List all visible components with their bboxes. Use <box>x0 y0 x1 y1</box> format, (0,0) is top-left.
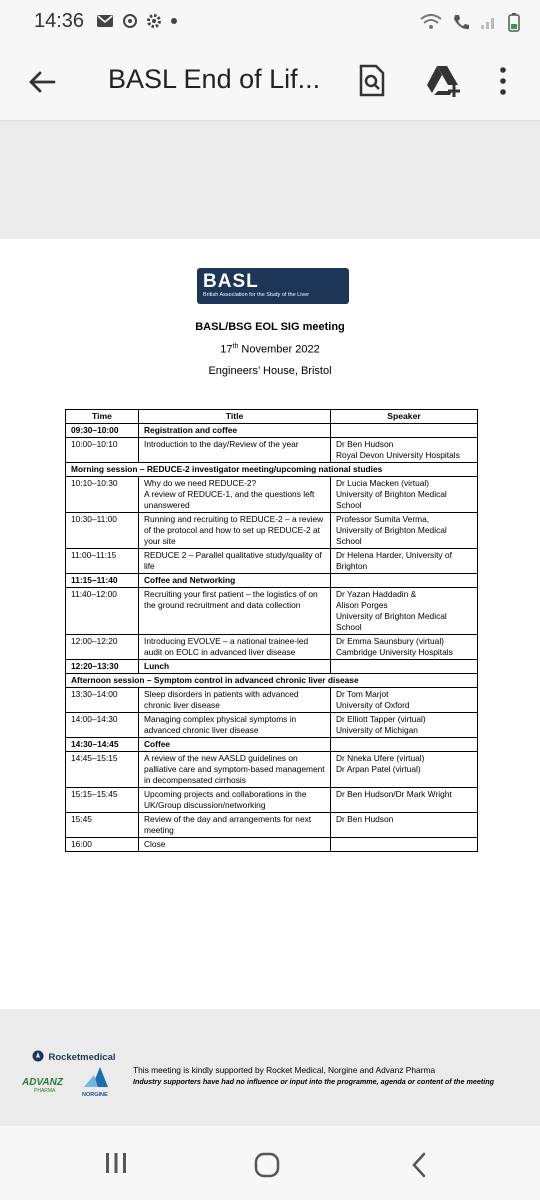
rocket-medical-text: Rocketmedical <box>48 1052 116 1063</box>
cell-speaker: Dr Yazan Haddadin & Alison Porges University of Brighton Medical School <box>331 588 478 635</box>
cell-time: 10:00–10:10 <box>66 438 139 463</box>
cell-speaker: Dr Lucia Macken (virtual) University of Brighton Medical School <box>331 477 478 513</box>
pdf-viewer[interactable] <box>0 121 540 1126</box>
cell-title: Lunch <box>139 660 331 674</box>
cell-title: Why do we need REDUCE-2? A review of REDUCE-1, and the questions left unanswered <box>139 477 331 513</box>
cell-time: 14:00–14:30 <box>66 713 139 738</box>
cell-speaker: Dr Emma Saunsbury (virtual) Cambridge University Hospitals <box>331 635 478 660</box>
cell-time: 14:30–14:45 <box>66 738 139 752</box>
schedule-row <box>66 788 478 813</box>
schedule-row <box>66 838 478 852</box>
cell-time: 10:10–10:30 <box>66 477 139 513</box>
cell-title: Review of the day and arrangements for next meeting <box>139 813 331 838</box>
cell-speaker: Dr Tom Marjot University of Oxford <box>331 688 478 713</box>
schedule-row <box>66 713 478 738</box>
col-header-speaker: Speaker <box>331 410 478 424</box>
cell-title: Close <box>139 838 331 852</box>
rocket-icon <box>32 1050 44 1062</box>
cell-title: Running and recruiting to REDUCE-2 – a review of the protocol and how to set up REDUCE-2 at your site <box>139 513 331 549</box>
basl-logo-subtitle: British Association for the Study of the Liver <box>203 292 310 298</box>
cell-time: 13:30–14:00 <box>66 688 139 713</box>
cell-time: 15:15–15:45 <box>66 788 139 813</box>
cell-speaker: Dr Ben Hudson Royal Devon University Hospitals <box>331 438 478 463</box>
schedule-row <box>66 438 478 463</box>
cell-speaker: Dr Nneka Ufere (virtual) Dr Arpan Patel (virtual) <box>331 752 478 788</box>
cell-speaker <box>331 738 478 752</box>
dot-icon <box>170 17 178 25</box>
basl-logo-text: BASL <box>203 271 259 292</box>
advanz-logo <box>22 1077 63 1094</box>
schedule-row <box>66 738 478 752</box>
wifi-icon <box>420 14 442 30</box>
document-search-icon[interactable] <box>358 64 386 98</box>
system-nav-bar <box>0 1126 540 1200</box>
meeting-date: 17th November 2022 <box>220 343 320 356</box>
mail-icon <box>96 14 114 28</box>
pdf-page <box>0 239 540 1098</box>
battery-icon <box>508 12 520 32</box>
status-bar <box>0 0 540 44</box>
schedule-row <box>66 635 478 660</box>
cell-title: Upcoming projects and collaborations in the UK/Group discussion/networking <box>139 788 331 813</box>
cell-speaker: Dr Ben Hudson/Dr Mark Wright <box>331 788 478 813</box>
cell-time: 11:15–11:40 <box>66 574 139 588</box>
cell-time: 10:30–11:00 <box>66 513 139 549</box>
cell-title: Coffee <box>139 738 331 752</box>
cell-title: Registration and coffee <box>139 424 331 438</box>
cell-speaker: Dr Helena Harder, University of Brighton <box>331 549 478 574</box>
signal-icon <box>480 14 498 30</box>
sync-icon <box>122 13 138 29</box>
arrow-left-icon[interactable] <box>26 66 58 98</box>
advanz-pharma-text: PHARMA <box>34 1088 56 1094</box>
schedule-row <box>66 660 478 674</box>
support-statement: This meeting is kindly supported by Rocket Medical, Norgine and Advanz Pharma <box>133 1065 436 1075</box>
cell-time: 15:45 <box>66 813 139 838</box>
schedule-row <box>66 574 478 588</box>
session-title: Morning session – REDUCE-2 investigator meeting/upcoming national studies <box>66 463 478 477</box>
rocket-medical-logo <box>32 1047 116 1065</box>
back-nav-icon[interactable] <box>410 1152 428 1178</box>
schedule-table <box>65 409 478 852</box>
settings-gear-icon <box>146 13 162 29</box>
cell-title: REDUCE 2 – Parallel qualitative study/quality of life <box>139 549 331 574</box>
cell-time: 12:00–12:20 <box>66 635 139 660</box>
status-time: 14:36 <box>34 10 85 32</box>
cell-title: Managing complex physical symptoms in advanced chronic liver disease <box>139 713 331 738</box>
cell-title: A review of the new AASLD guidelines on palliative care and symptom-based management in decompensated cirrhosis <box>139 752 331 788</box>
cell-speaker <box>331 574 478 588</box>
recent-apps-icon[interactable] <box>104 1152 128 1174</box>
schedule-row <box>66 477 478 513</box>
schedule-row <box>66 813 478 838</box>
cell-speaker: Dr Ben Hudson <box>331 813 478 838</box>
col-header-time: Time <box>66 410 139 424</box>
app-bar <box>0 44 540 121</box>
schedule-row <box>66 513 478 549</box>
schedule-row <box>66 549 478 574</box>
cell-title: Coffee and Networking <box>139 574 331 588</box>
session-header-row <box>66 674 478 688</box>
schedule-row <box>66 688 478 713</box>
schedule-row <box>66 752 478 788</box>
norgine-logo <box>82 1065 116 1098</box>
col-header-title: Title <box>139 410 331 424</box>
cell-speaker: Professor Sumita Verma, University of Brighton Medical School <box>331 513 478 549</box>
cell-time: 09:30–10:00 <box>66 424 139 438</box>
cell-time: 11:40–12:00 <box>66 588 139 635</box>
meeting-venue: Engineers’ House, Bristol <box>208 365 332 377</box>
cell-title: Introducing EVOLVE – a national trainee-led audit on EOLC in advanced liver disease <box>139 635 331 660</box>
drive-add-icon[interactable] <box>426 64 462 98</box>
basl-logo <box>197 268 349 304</box>
cell-time: 14:45–15:15 <box>66 752 139 788</box>
cell-title: Introduction to the day/Review of the year <box>139 438 331 463</box>
more-vert-icon[interactable] <box>498 66 508 96</box>
cell-title: Recruiting your first patient – the logistics of on the ground recruitment and data collection <box>139 588 331 635</box>
session-header-row <box>66 463 478 477</box>
support-disclaimer: Industry supporters have had no influence or input into the programme, agenda or content of the meeting <box>133 1077 495 1086</box>
cell-speaker <box>331 660 478 674</box>
cell-speaker <box>331 838 478 852</box>
advanz-text: ADVANZ <box>22 1077 63 1088</box>
cell-time: 16:00 <box>66 838 139 852</box>
norgine-text: NORGINE <box>82 1092 108 1098</box>
meeting-heading: BASL/BSG EOL SIG meeting <box>195 321 345 333</box>
cell-time: 11:00–11:15 <box>66 549 139 574</box>
call-icon <box>452 13 470 31</box>
norgine-sail-icon <box>82 1065 116 1089</box>
cell-title: Sleep disorders in patients with advanced chronic liver disease <box>139 688 331 713</box>
home-icon[interactable] <box>254 1152 280 1178</box>
cell-time: 12:20–13:30 <box>66 660 139 674</box>
schedule-row <box>66 424 478 438</box>
session-title: Afternoon session – Symptom control in advanced chronic liver disease <box>66 674 478 688</box>
cell-speaker: Dr Elliott Tapper (virtual) University of Michigan <box>331 713 478 738</box>
document-title: BASL End of Lif... <box>108 64 321 94</box>
cell-speaker <box>331 424 478 438</box>
schedule-row <box>66 588 478 635</box>
